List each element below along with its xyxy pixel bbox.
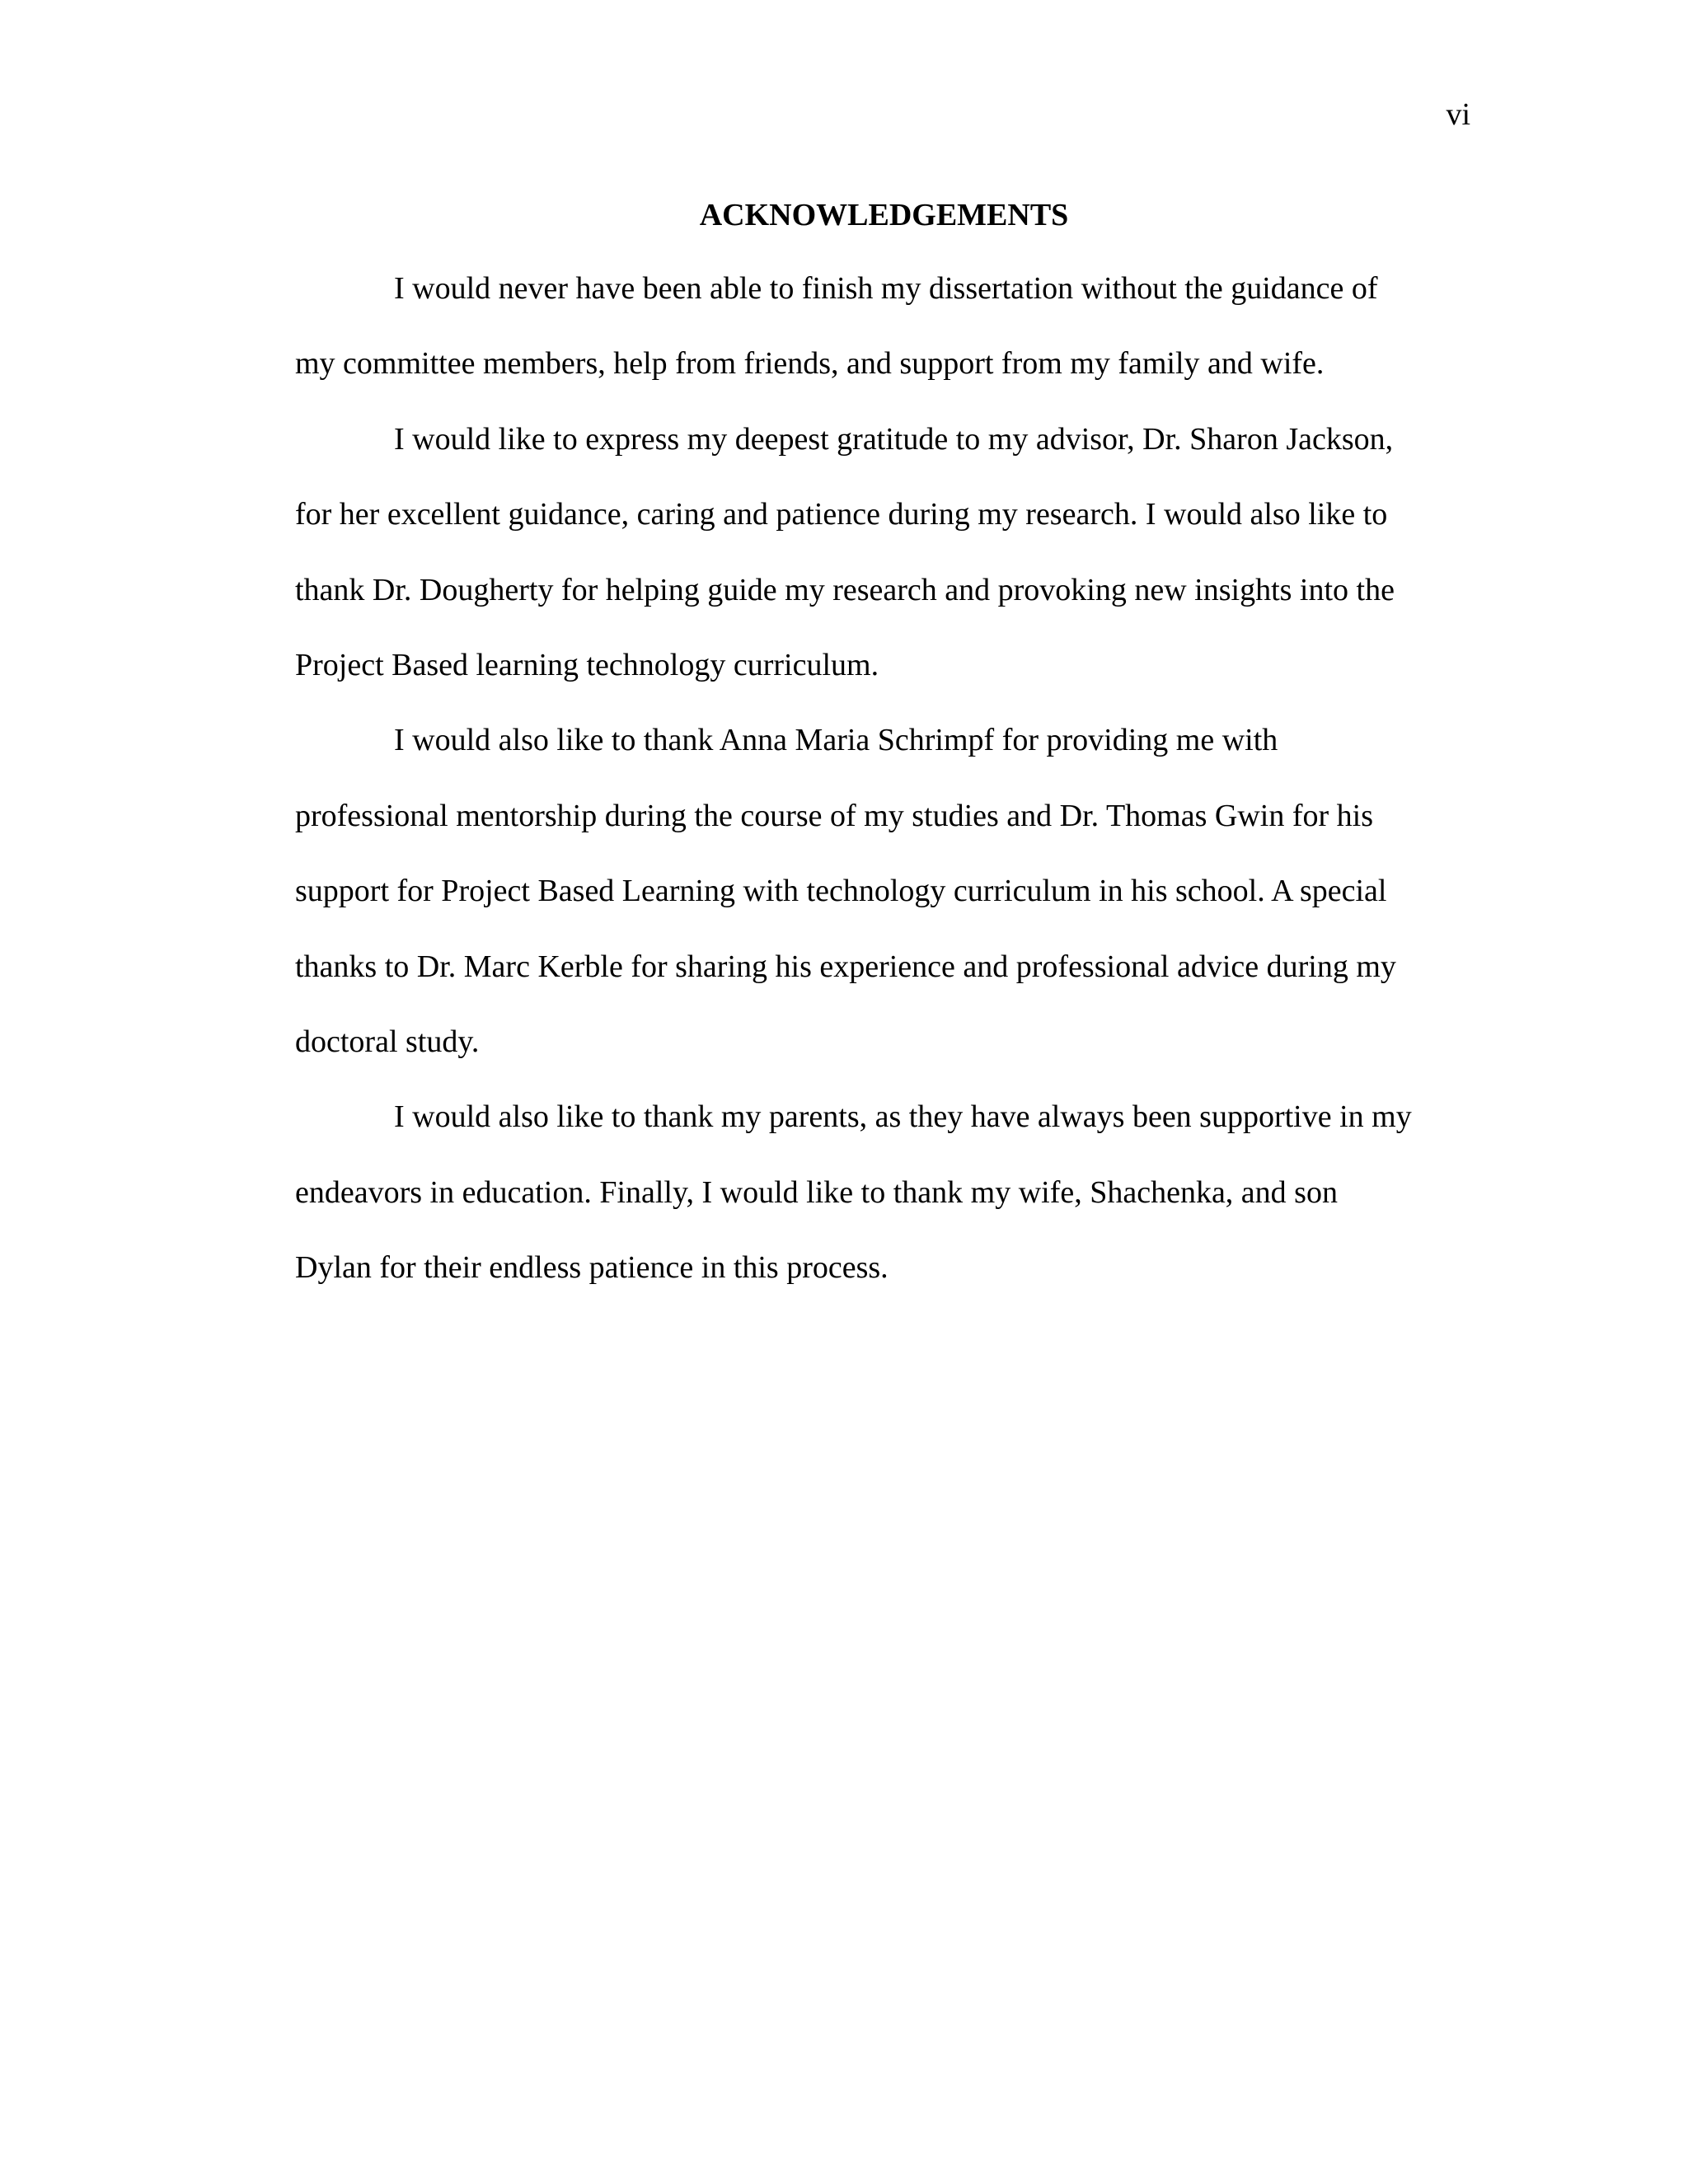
text-line: thanks to Dr. Marc Kerble for sharing his experience and professional advice during my [295, 949, 1396, 984]
page-title: ACKNOWLEDGEMENTS [699, 198, 1069, 232]
text-line: Project Based learning technology curriculum. [295, 648, 879, 683]
text-line: support for Project Based Learning with technology curriculum in his school. A special [295, 874, 1387, 909]
text-line: Dylan for their endless patience in this process. [295, 1250, 889, 1286]
text-line: endeavors in education. Finally, I would like to thank my wife, Shachenka, and son [295, 1174, 1338, 1210]
acknowledgements-body [295, 251, 1465, 1306]
page-number: vi [1446, 97, 1470, 132]
text-line: I would never have been able to finish my dissertation without the guidance of [394, 271, 1378, 306]
text-line: I would like to express my deepest gratitude to my advisor, Dr. Sharon Jackson, [394, 421, 1394, 457]
paragraph [295, 402, 1465, 704]
paragraph [295, 703, 1465, 1080]
text-line: my committee members, help from friends, and support from my family and wife. [295, 346, 1325, 382]
text-line: for her excellent guidance, caring and patience during my research. I would also like to [295, 497, 1388, 532]
text-line: doctoral study. [295, 1024, 480, 1060]
text-line: I would also like to thank Anna Maria Schrimpf for providing me with [394, 723, 1278, 758]
text-line: thank Dr. Dougherty for helping guide my research and provoking new insights into the [295, 572, 1395, 607]
paragraph [295, 1080, 1465, 1305]
text-line: I would also like to thank my parents, as they have always been supportive in my [394, 1099, 1412, 1135]
text-line: professional mentorship during the course of my studies and Dr. Thomas Gwin for his [295, 798, 1373, 833]
paragraph [295, 251, 1465, 402]
